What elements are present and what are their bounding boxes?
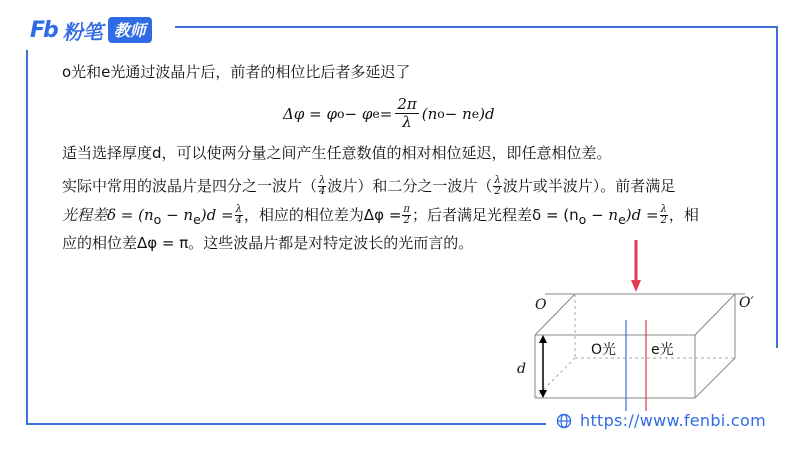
label-o: O: [535, 297, 547, 313]
logo-mark: Fb: [30, 17, 57, 43]
label-o-prime: O′: [739, 295, 754, 311]
box-right-top-edge: [695, 294, 735, 335]
thickness-arrow-head-top: [539, 335, 547, 343]
box-right-bottom-edge: [695, 358, 735, 398]
paragraph-waveplates-line3: 应的相位差Δφ = π。这些波晶片都是对特定波长的光而言的。: [62, 234, 474, 252]
paragraph-waveplates-line2: 光程差$\delta = (n_o - n_e)d$ = $\frac{\lambda}{4}$ ，相应的相位差为Δφ = $\frac{\pi}{2}$ ；后者满足光程差$\delta = (n_o - n_e)d$ = $\frac{\lambda}{2}$ ，相: [62, 204, 699, 227]
frame-top-line: [175, 26, 776, 28]
footer-url[interactable]: [556, 411, 772, 430]
label-thickness-d: d: [517, 361, 526, 377]
brand-logo: [30, 17, 152, 43]
frame-right-line: [776, 26, 778, 348]
footer-url-text[interactable]: https://www.fenbi.com: [580, 411, 767, 430]
paragraph-intro: o光和e光通过波晶片后，前者的相位比后者多延迟了: [62, 63, 411, 81]
formula-fraction: $\frac{2\pi}{\lambda}$: [397, 95, 417, 131]
frame-left-line: [26, 50, 28, 425]
frame-bottom-line: [26, 423, 546, 425]
paragraph-waveplates-line1: 实际中常用的波晶片是四分之一波片（ $\frac{\lambda}{4}$ 波片）和二分之一波片（ $\frac{\lambda}{2}$ 波片或半波片）。前者满足: [62, 175, 676, 197]
waveplate-diagram: [505, 240, 775, 430]
label-o-ray: O光: [591, 342, 617, 358]
logo-badge: 教师: [108, 17, 152, 43]
thickness-arrow-head-bottom: [539, 390, 547, 398]
label-e-ray: e光: [651, 342, 674, 358]
phase-formula: Δφ = φ o − φ e = $\frac{2\pi}{\lambda}$ (n o − n e )d: [283, 95, 495, 131]
globe-icon: [556, 413, 572, 429]
crystal-box-drawing: [505, 240, 775, 430]
paragraph-thickness: 适当选择厚度d，可以使两分量之间产生任意数值的相对相位延迟，即任意相位差。: [62, 144, 612, 162]
logo-name: 粉笔: [62, 19, 103, 44]
incident-ray-arrow: [631, 280, 641, 292]
